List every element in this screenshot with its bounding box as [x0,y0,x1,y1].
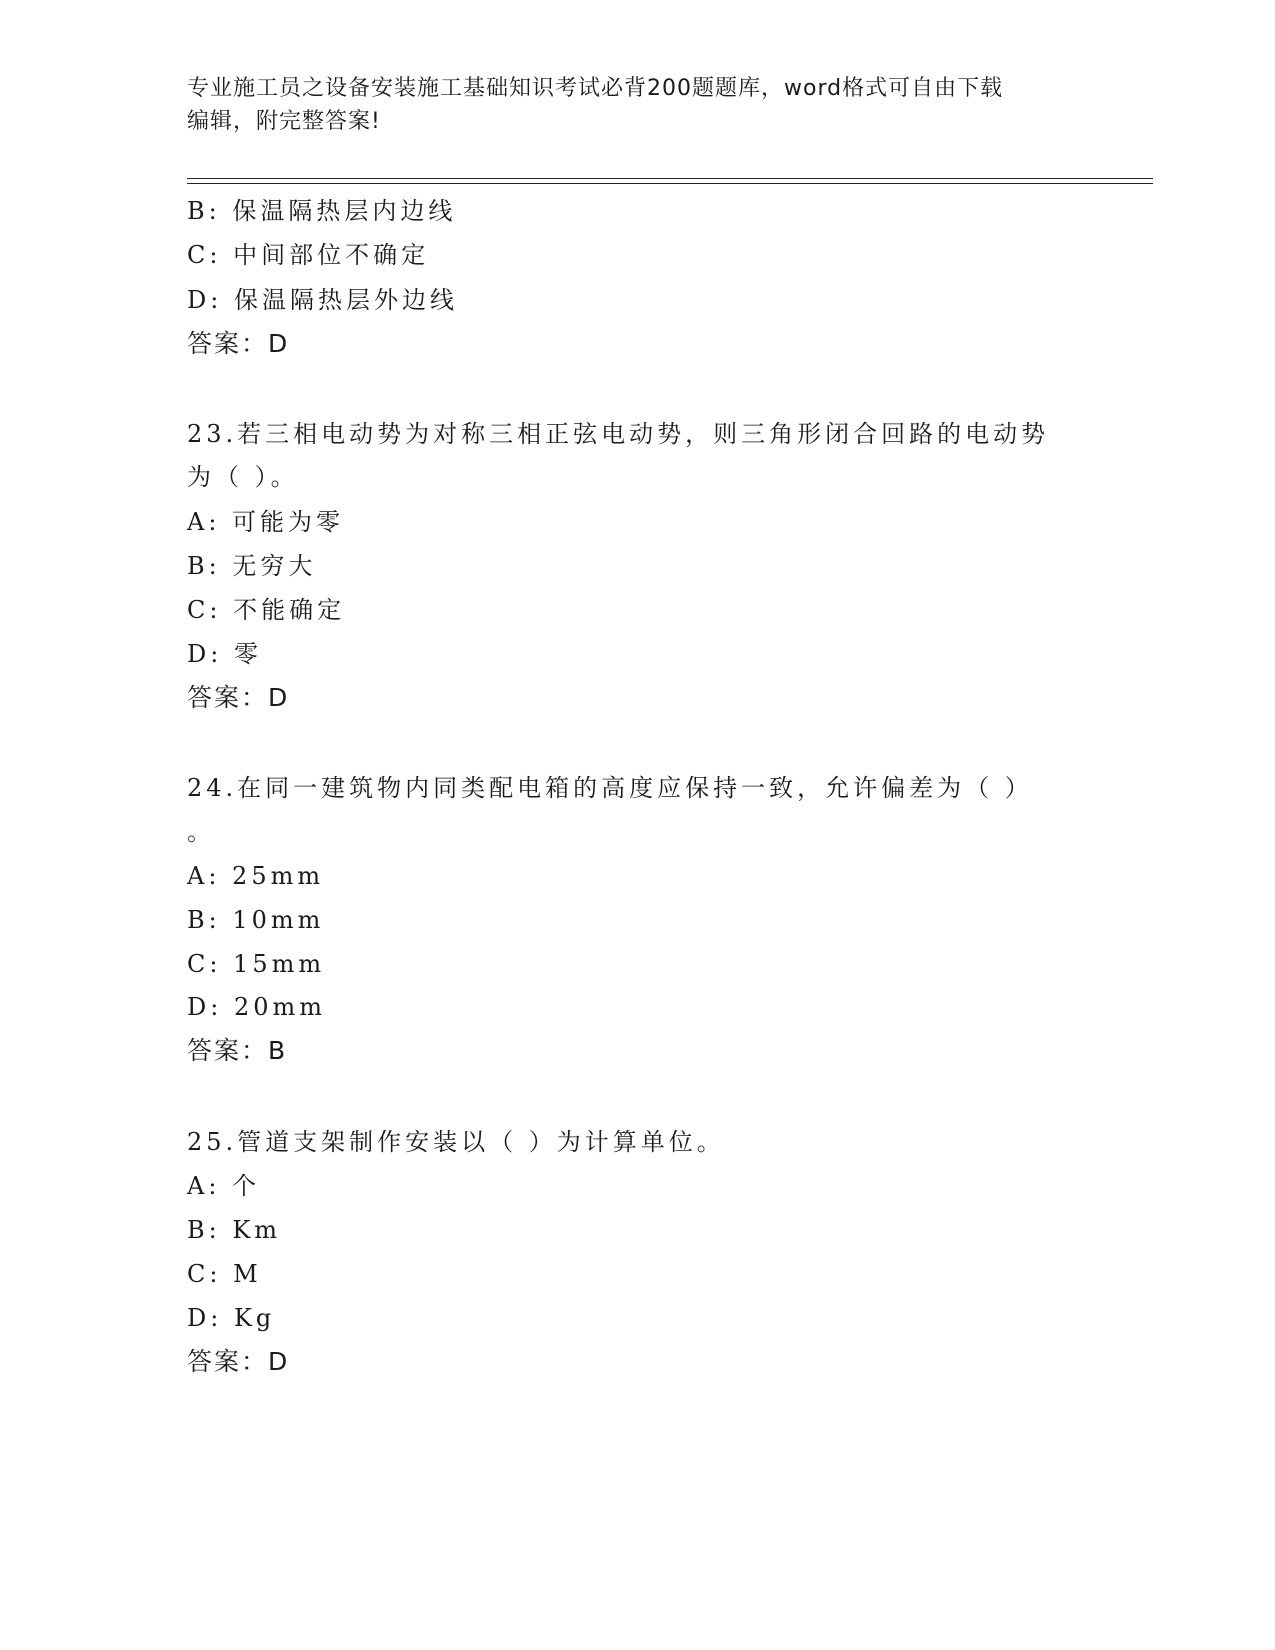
document-header [187,72,1087,138]
q25-stem-line-1: 25.管道支架制作安装以（ ）为计算单位。 [187,1128,725,1156]
q24-stem-line-2: 。 [187,818,215,846]
q22-option-b: B: 保温隔热层内边线 [187,197,457,225]
q24-option-c: C: 15mm [187,950,326,978]
header-divider-bottom [187,183,1153,184]
q24-answer: 答案：B [187,1036,288,1065]
q25-option-c: C: M [187,1260,262,1288]
q25-option-b: B: Km [187,1216,282,1244]
q24-option-b: B: 10mm [187,906,325,934]
q23-option-d: D: 零 [187,640,262,668]
q25-answer: 答案：D [187,1347,290,1376]
q22-option-d: D: 保温隔热层外边线 [187,286,458,314]
q23-option-c: C: 不能确定 [187,596,346,624]
q23-stem-line-1: 23.若三相电动势为对称三相正弦电动势，则三角形闭合回路的电动势 [187,420,1050,448]
header-divider-top [187,178,1153,179]
q23-stem-line-2: 为（ ）。 [187,463,299,491]
q23-answer: 答案：D [187,683,290,712]
q22-answer: 答案：D [187,329,290,358]
header-line-1: 专业施工员之设备安装施工基础知识考试必背200题题库，word格式可自由下载 [187,76,1004,101]
q25-option-d: D: Kg [187,1304,276,1332]
q24-stem-line-1: 24.在同一建筑物内同类配电箱的高度应保持一致，允许偏差为（ ） [187,774,1033,802]
q22-option-c: C: 中间部位不确定 [187,241,430,269]
q25-option-a: A: 个 [187,1172,261,1200]
q24-option-d: D: 20mm [187,993,327,1021]
header-line-2: 编辑，附完整答案! [187,109,381,134]
q23-option-b: B: 无穷大 [187,552,317,580]
q24-option-a: A: 25mm [187,862,325,890]
q23-option-a: A: 可能为零 [187,508,345,536]
